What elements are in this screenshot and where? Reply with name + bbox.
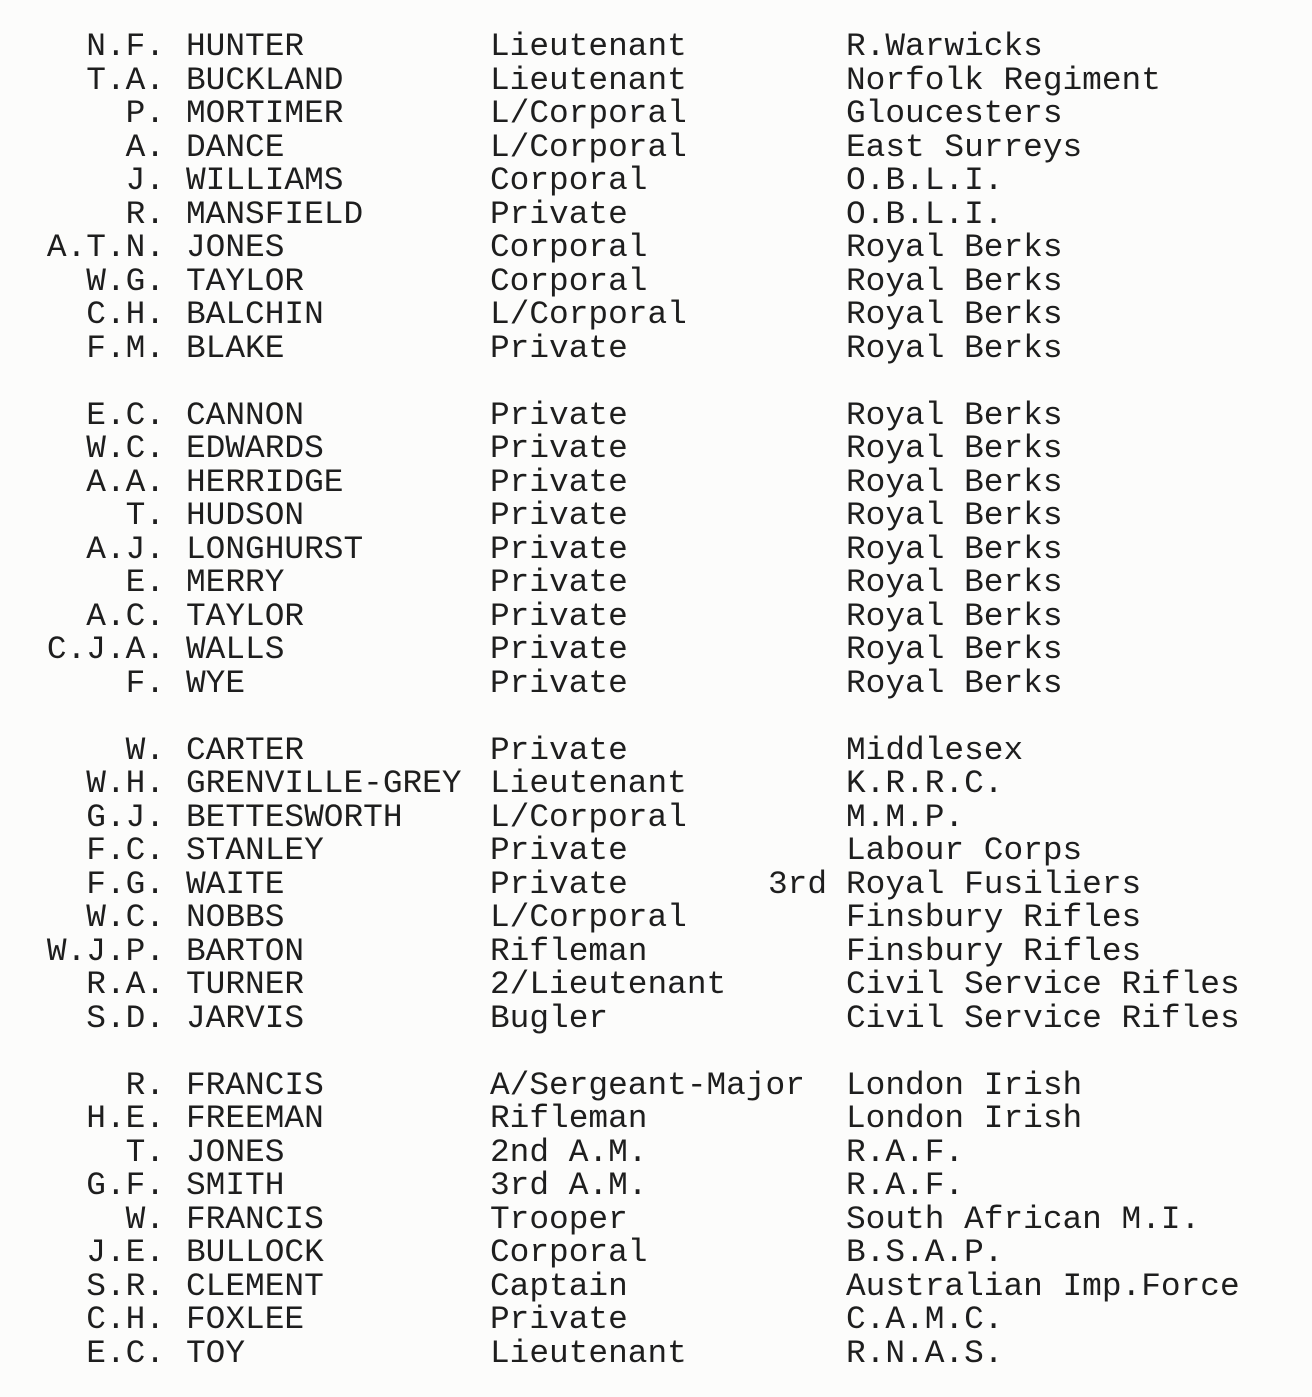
cell-rank: Captain: [490, 1267, 628, 1305]
cell-regiment: East Surreys: [846, 128, 1083, 166]
cell-initials: T.A.: [86, 61, 165, 99]
cell-surname: FREEMAN: [186, 1100, 324, 1137]
cell-surname: CANNON: [186, 396, 305, 434]
table-row: [0, 30, 1312, 64]
cell-rank: Lieutenant: [490, 61, 687, 99]
cell-rank: Private: [490, 463, 628, 501]
cell-regiment: B.S.A.P.: [846, 1234, 1004, 1271]
table-row: [0, 1303, 1312, 1337]
cell-regiment: London Irish: [846, 1100, 1083, 1137]
cell-surname: STANLEY: [186, 832, 324, 869]
cell-regiment: Royal Berks: [846, 564, 1063, 601]
cell-rank: L/Corporal: [490, 95, 687, 132]
table-row: [0, 61, 1312, 99]
cell-regiment: Finsbury Rifles: [846, 899, 1142, 936]
cell-rank: Private: [490, 597, 628, 635]
table-row: [0, 1066, 1312, 1104]
cell-rank: Private: [490, 832, 628, 869]
cell-rank: Private: [490, 865, 628, 903]
cell-initials: T.: [125, 1133, 165, 1171]
cell-regiment: Royal Berks: [846, 597, 1063, 635]
cell-regiment: Royal Berks: [846, 296, 1063, 333]
cell-surname: MORTIMER: [186, 95, 344, 132]
cell-initials: F.M.: [86, 329, 165, 367]
cell-regiment: Royal Berks: [846, 229, 1063, 266]
cell-surname: FRANCIS: [186, 1200, 324, 1238]
cell-initials: W.: [125, 1200, 165, 1238]
table-row: [0, 530, 1312, 568]
cell-rank: 3rd A.M.: [490, 1167, 648, 1204]
cell-surname: BALCHIN: [186, 296, 324, 333]
cell-rank: Corporal: [490, 162, 648, 199]
cell-rank: 2/Lieutenant: [490, 966, 727, 1003]
cell-surname: BARTON: [186, 932, 305, 970]
cell-regiment: C.A.M.C.: [846, 1301, 1004, 1338]
cell-surname: NOBBS: [186, 899, 285, 936]
cell-regiment: O.B.L.I.: [846, 195, 1004, 233]
cell-surname: MANSFIELD: [186, 195, 364, 233]
cell-surname: WAITE: [186, 865, 285, 903]
table-row: [0, 999, 1312, 1037]
cell-initials: H.E.: [86, 1100, 165, 1137]
cell-initials: A.A.: [86, 463, 165, 501]
table-row: [0, 767, 1312, 801]
table-row: [0, 968, 1312, 1002]
cell-rank: A/Sergeant-Major: [490, 1066, 805, 1104]
cell-initials: C.H.: [86, 296, 165, 333]
table-row: [0, 1267, 1312, 1305]
table-row: [0, 1200, 1312, 1238]
cell-rank: Private: [490, 1301, 628, 1338]
cell-rank: Private: [490, 430, 628, 467]
cell-rank: L/Corporal: [490, 798, 687, 836]
table-row: [0, 396, 1312, 434]
cell-surname: JARVIS: [186, 999, 305, 1037]
cell-rank: Bugler: [490, 999, 609, 1037]
cell-initials: F.C.: [86, 832, 165, 869]
table-row: [0, 798, 1312, 836]
cell-regiment: Royal Berks: [846, 396, 1063, 434]
cell-regiment: Royal Berks: [846, 497, 1063, 534]
cell-regiment: Gloucesters: [846, 95, 1063, 132]
cell-rank: Lieutenant: [490, 1334, 687, 1372]
cell-surname: CLEMENT: [186, 1267, 324, 1305]
cell-regiment: R.A.F.: [846, 1167, 965, 1204]
cell-initials: C.H.: [86, 1301, 165, 1338]
table-row: [0, 901, 1312, 935]
cell-surname: BETTESWORTH: [186, 798, 403, 836]
cell-surname: HUDSON: [186, 497, 305, 534]
cell-initials: F.G.: [86, 865, 165, 903]
cell-surname: CARTER: [186, 731, 305, 769]
cell-initials: W.C.: [86, 430, 165, 467]
cell-rank: Lieutenant: [490, 765, 687, 802]
cell-rank: Trooper: [490, 1200, 628, 1238]
table-row: [0, 664, 1312, 702]
cell-initials: E.C.: [86, 1334, 165, 1372]
cell-surname: BULLOCK: [186, 1234, 324, 1271]
cell-rank: L/Corporal: [490, 899, 687, 936]
roster-list: [0, 30, 1312, 1370]
cell-surname: BLAKE: [186, 329, 285, 367]
cell-initials: S.R.: [86, 1267, 165, 1305]
cell-surname: SMITH: [186, 1167, 285, 1204]
cell-regiment: Royal Berks: [846, 262, 1063, 300]
cell-regiment: South African M.I.: [846, 1200, 1201, 1238]
cell-surname: JONES: [186, 229, 285, 266]
cell-initials: W.G.: [86, 262, 165, 300]
cell-regiment: K.R.R.C.: [846, 765, 1004, 802]
cell-regiment: Royal Berks: [846, 463, 1063, 501]
cell-rank: Private: [490, 195, 628, 233]
cell-initials: R.: [125, 1066, 165, 1104]
cell-initials: J.E.: [86, 1234, 165, 1271]
cell-rank: Private: [490, 664, 628, 702]
table-row: [0, 298, 1312, 332]
table-row: [0, 1169, 1312, 1203]
cell-initials: E.: [125, 564, 165, 601]
table-row: [0, 97, 1312, 131]
table-row: [0, 597, 1312, 635]
cell-initials: T.: [125, 497, 165, 534]
cell-rank: L/Corporal: [490, 296, 687, 333]
cell-surname: WILLIAMS: [186, 162, 344, 199]
cell-initials: N.F.: [86, 28, 165, 65]
cell-rank: Corporal: [490, 229, 648, 266]
cell-surname: TAYLOR: [186, 597, 305, 635]
cell-rank: Private: [490, 564, 628, 601]
cell-rank: Private: [490, 396, 628, 434]
cell-regiment: Royal Berks: [846, 631, 1063, 668]
cell-initials: W.H.: [86, 765, 165, 802]
cell-regiment: R.Warwicks: [846, 28, 1043, 65]
table-row: [0, 633, 1312, 667]
cell-rank: Corporal: [490, 1234, 648, 1271]
cell-initials: A.: [125, 128, 165, 166]
table-row: [0, 262, 1312, 300]
cell-surname: MERRY: [186, 564, 285, 601]
section-spacer: [0, 700, 1312, 734]
cell-surname: TURNER: [186, 966, 305, 1003]
cell-regiment: Middlesex: [846, 731, 1024, 769]
table-row: [0, 566, 1312, 600]
cell-surname: BUCKLAND: [186, 61, 344, 99]
cell-surname: HERRIDGE: [186, 463, 344, 501]
cell-initials: P.: [125, 95, 165, 132]
table-row: [0, 231, 1312, 265]
cell-surname: FRANCIS: [186, 1066, 324, 1104]
cell-rank: 2nd A.M.: [490, 1133, 648, 1171]
cell-regiment: Royal Berks: [846, 329, 1063, 367]
cell-regiment: Finsbury Rifles: [846, 932, 1142, 970]
cell-surname: WALLS: [186, 631, 285, 668]
table-row: [0, 1102, 1312, 1136]
cell-initials: A.J.: [86, 530, 165, 568]
section-spacer: [0, 1035, 1312, 1069]
cell-regiment: Royal Berks: [846, 430, 1063, 467]
cell-regiment: Royal Fusiliers: [846, 865, 1142, 903]
cell-surname: GRENVILLE-GREY: [186, 765, 462, 802]
cell-regiment: Civil Service Rifles: [846, 999, 1240, 1037]
table-row: [0, 128, 1312, 166]
table-row: [0, 499, 1312, 533]
table-row: [0, 1236, 1312, 1270]
cell-regiment: R.A.F.: [846, 1133, 965, 1171]
cell-initials: W.: [125, 731, 165, 769]
cell-rank: Rifleman: [490, 932, 648, 970]
table-row: [0, 1133, 1312, 1171]
cell-initials: E.C.: [86, 396, 165, 434]
cell-surname: LONGHURST: [186, 530, 364, 568]
cell-initials: G.F.: [86, 1167, 165, 1204]
cell-rank: Corporal: [490, 262, 648, 300]
cell-initials: R.: [125, 195, 165, 233]
cell-rank: Private: [490, 530, 628, 568]
cell-rank: Private: [490, 497, 628, 534]
section-spacer: [0, 365, 1312, 399]
cell-regiment: Royal Berks: [846, 664, 1063, 702]
table-row: [0, 1334, 1312, 1372]
cell-initials: F.: [125, 664, 165, 702]
cell-regiment: Norfolk Regiment: [846, 61, 1161, 99]
cell-rank: Private: [490, 329, 628, 367]
table-row: [0, 463, 1312, 501]
table-row: [0, 432, 1312, 466]
cell-regiment: Labour Corps: [846, 832, 1083, 869]
cell-initials: C.J.A.: [46, 631, 165, 668]
table-row: [0, 834, 1312, 868]
cell-surname: HUNTER: [186, 28, 305, 65]
cell-regiment: Civil Service Rifles: [846, 966, 1240, 1003]
cell-initials: J.: [125, 162, 165, 199]
table-row: [0, 932, 1312, 970]
cell-regiment: O.B.L.I.: [846, 162, 1004, 199]
cell-initials: R.A.: [86, 966, 165, 1003]
cell-regiment: Australian Imp.Force: [846, 1267, 1240, 1305]
cell-regiment: R.N.A.S.: [846, 1334, 1004, 1372]
cell-regiment: M.M.P.: [846, 798, 965, 836]
cell-initials: G.J.: [86, 798, 165, 836]
cell-regiment: London Irish: [846, 1066, 1083, 1104]
cell-surname: JONES: [186, 1133, 285, 1171]
cell-initials: W.J.P.: [46, 932, 165, 970]
table-row: [0, 329, 1312, 367]
table-row: [0, 195, 1312, 233]
cell-rank: Rifleman: [490, 1100, 648, 1137]
cell-rank: L/Corporal: [490, 128, 687, 166]
cell-initials: W.C.: [86, 899, 165, 936]
table-row: [0, 164, 1312, 198]
cell-initials: A.C.: [86, 597, 165, 635]
cell-surname: DANCE: [186, 128, 285, 166]
cell-surname: TAYLOR: [186, 262, 305, 300]
table-row: [0, 731, 1312, 769]
table-row: [0, 865, 1312, 903]
cell-regiment: Royal Berks: [846, 530, 1063, 568]
cell-initials: S.D.: [86, 999, 165, 1037]
cell-initials: A.T.N.: [46, 229, 165, 266]
cell-surname: WYE: [186, 664, 246, 702]
cell-surname: TOY: [186, 1334, 246, 1372]
cell-regiment-prefix: 3rd: [768, 865, 828, 903]
cell-surname: EDWARDS: [186, 430, 324, 467]
cell-rank: Private: [490, 731, 628, 769]
cell-surname: FOXLEE: [186, 1301, 305, 1338]
cell-rank: Private: [490, 631, 628, 668]
cell-rank: Lieutenant: [490, 28, 687, 65]
